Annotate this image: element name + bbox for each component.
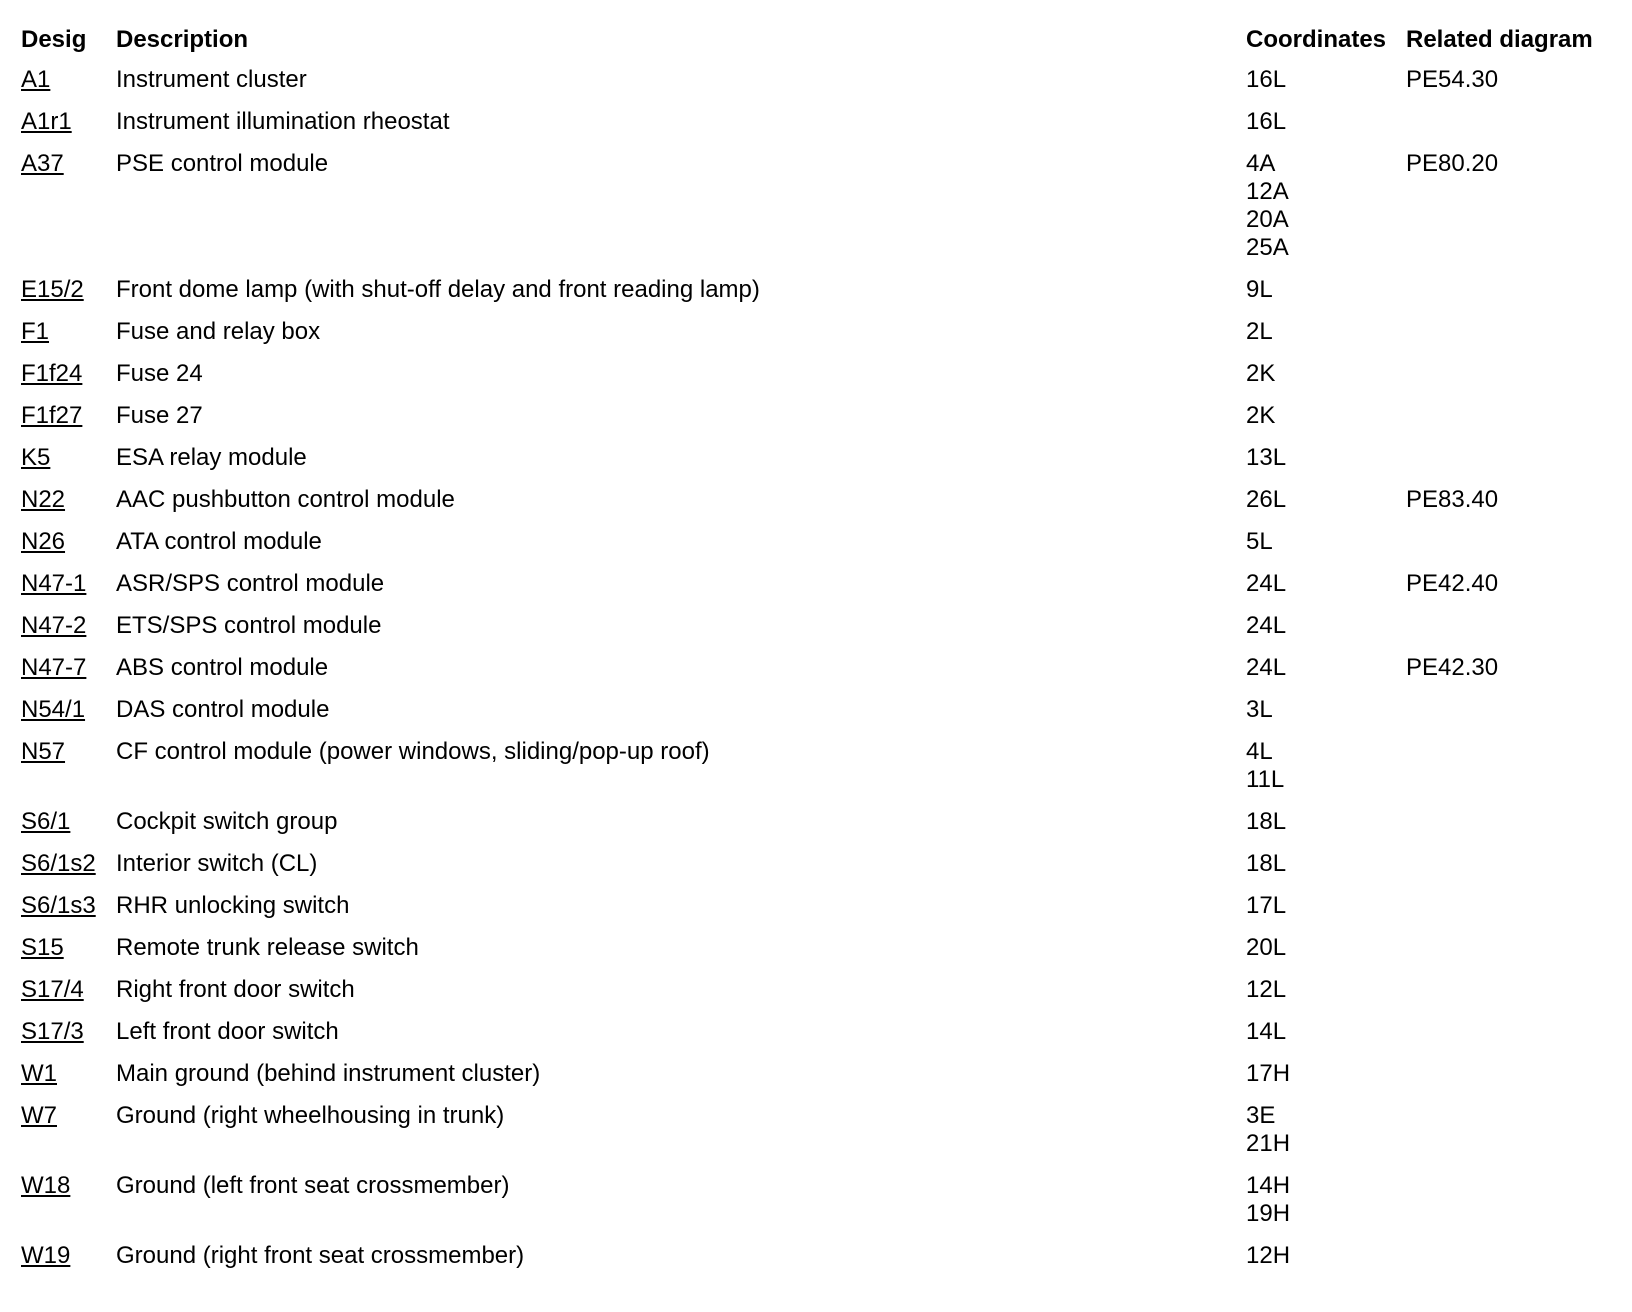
designation-link[interactable]: A1 — [21, 66, 51, 93]
header-related-diagram: Related diagram — [1406, 26, 1593, 53]
header-coordinates: Coordinates — [1246, 26, 1387, 53]
table-row — [21, 1172, 1606, 1242]
desig-cell — [21, 738, 116, 808]
designation-link[interactable]: W18 — [21, 1172, 71, 1199]
designation-link[interactable]: W1 — [21, 1060, 57, 1087]
desig-cell — [21, 528, 116, 570]
table-row — [21, 612, 1606, 654]
table-row — [21, 696, 1606, 738]
header-description: Description — [116, 26, 249, 53]
coordinates-cell — [1246, 108, 1406, 150]
desig-cell — [21, 486, 116, 528]
designation-link[interactable]: S6/1s3 — [21, 892, 96, 919]
coordinate-value: 24L — [1246, 570, 1287, 597]
related-diagram-cell: PE42.30 — [1406, 654, 1499, 681]
desig-cell — [21, 276, 116, 318]
desig-cell — [21, 976, 116, 1018]
description-cell: ASR/SPS control module — [116, 570, 385, 597]
desig-cell — [21, 318, 116, 360]
related-diagram-cell — [1406, 1060, 1606, 1102]
coordinate-value: 26L — [1246, 486, 1287, 513]
designation-link[interactable]: S15 — [21, 934, 64, 961]
related-diagram-cell — [1406, 934, 1606, 976]
description-cell: Remote trunk release switch — [116, 934, 419, 961]
description-cell: Left front door switch — [116, 1018, 339, 1045]
desig-cell — [21, 612, 116, 654]
designation-link[interactable]: N47-7 — [21, 654, 87, 681]
coordinates-cell — [1246, 1060, 1406, 1102]
coordinates-cell — [1246, 738, 1406, 808]
coordinates-cell — [1246, 318, 1406, 360]
coordinates-cell — [1246, 444, 1406, 486]
related-diagram-cell: PE83.40 — [1406, 486, 1499, 513]
coordinate-value: 2K — [1246, 402, 1276, 429]
table-body — [21, 66, 1606, 1284]
related-diagram-cell — [1406, 402, 1606, 444]
description-cell: Fuse 27 — [116, 402, 203, 429]
desig-cell — [21, 66, 116, 108]
desig-cell — [21, 654, 116, 696]
coordinates-cell — [1246, 66, 1406, 108]
desig-cell — [21, 402, 116, 444]
coordinates-cell — [1246, 850, 1406, 892]
description-cell: Fuse 24 — [116, 360, 203, 387]
coordinate-value: 16L — [1246, 66, 1287, 93]
related-diagram-cell: PE42.40 — [1406, 570, 1499, 597]
desig-cell — [21, 444, 116, 486]
table-row — [21, 108, 1606, 150]
description-cell: Interior switch (CL) — [116, 850, 318, 877]
related-diagram-cell — [1406, 612, 1606, 654]
related-diagram-cell — [1406, 276, 1606, 318]
coordinate-value: 14L — [1246, 1018, 1287, 1045]
header-desig: Desig — [21, 26, 87, 53]
coordinate-value: 19H — [1246, 1200, 1291, 1227]
table-row — [21, 934, 1606, 976]
table-header-row — [21, 26, 1606, 66]
designation-link[interactable]: S6/1s2 — [21, 850, 96, 877]
table-row — [21, 318, 1606, 360]
desig-cell — [21, 696, 116, 738]
designation-link[interactable]: S17/4 — [21, 976, 84, 1003]
description-cell: Instrument illumination rheostat — [116, 108, 450, 135]
component-legend-table — [21, 26, 1606, 1284]
designation-link[interactable]: E15/2 — [21, 276, 84, 303]
coordinate-value: 13L — [1246, 444, 1287, 471]
coordinate-value: 4A — [1246, 150, 1276, 177]
related-diagram-cell — [1406, 738, 1606, 808]
coordinate-value: 11L — [1246, 766, 1285, 793]
coordinate-value: 3L — [1246, 696, 1273, 723]
table-row — [21, 444, 1606, 486]
coordinates-cell — [1246, 976, 1406, 1018]
designation-link[interactable]: F1f24 — [21, 360, 83, 387]
table-row — [21, 738, 1606, 808]
desig-cell — [21, 570, 116, 612]
desig-cell — [21, 1018, 116, 1060]
desig-cell — [21, 892, 116, 934]
designation-link[interactable]: W7 — [21, 1102, 57, 1129]
description-cell: ABS control module — [116, 654, 329, 681]
coordinates-cell — [1246, 486, 1406, 528]
related-diagram-cell — [1406, 1172, 1606, 1242]
coordinate-value: 24L — [1246, 654, 1287, 681]
desig-cell — [21, 360, 116, 402]
table-row — [21, 528, 1606, 570]
coordinate-value: 12L — [1246, 976, 1287, 1003]
related-diagram-cell — [1406, 976, 1606, 1018]
designation-link[interactable]: A1r1 — [21, 108, 72, 135]
table-row — [21, 976, 1606, 1018]
coordinate-value: 25A — [1246, 234, 1289, 261]
coordinates-cell — [1246, 696, 1406, 738]
related-diagram-cell — [1406, 444, 1606, 486]
related-diagram-cell — [1406, 696, 1606, 738]
table-row — [21, 892, 1606, 934]
coordinate-value: 18L — [1246, 808, 1287, 835]
coordinate-value: 17H — [1246, 1060, 1291, 1087]
coordinates-cell — [1246, 808, 1406, 850]
desig-cell — [21, 1060, 116, 1102]
description-cell: ESA relay module — [116, 444, 307, 471]
related-diagram-cell — [1406, 528, 1606, 570]
designation-link[interactable]: N47-1 — [21, 570, 87, 597]
coordinate-value: 12A — [1246, 178, 1289, 205]
coordinate-value: 20A — [1246, 206, 1289, 233]
designation-link[interactable]: N26 — [21, 528, 66, 555]
designation-link[interactable]: N54/1 — [21, 696, 86, 723]
related-diagram-cell — [1406, 360, 1606, 402]
table-row — [21, 66, 1606, 108]
coordinate-value: 3E — [1246, 1102, 1276, 1129]
coordinate-value: 16L — [1246, 108, 1287, 135]
coordinates-cell — [1246, 570, 1406, 612]
related-diagram-cell — [1406, 318, 1606, 360]
related-diagram-cell — [1406, 850, 1606, 892]
table-row — [21, 850, 1606, 892]
coordinate-value: 20L — [1246, 934, 1287, 961]
description-cell: Ground (right wheelhousing in trunk) — [116, 1102, 505, 1129]
coordinates-cell — [1246, 654, 1406, 696]
table-row — [21, 1018, 1606, 1060]
coordinates-cell — [1246, 150, 1406, 276]
desig-cell — [21, 850, 116, 892]
desig-cell — [21, 934, 116, 976]
coordinate-value: 14H — [1246, 1172, 1291, 1199]
designation-link[interactable]: S17/3 — [21, 1018, 84, 1045]
table-row — [21, 150, 1606, 276]
table-row — [21, 1102, 1606, 1172]
description-cell: Ground (left front seat crossmember) — [116, 1172, 510, 1199]
coordinates-cell — [1246, 360, 1406, 402]
coordinate-value: 21H — [1246, 1130, 1291, 1157]
related-diagram-cell — [1406, 1242, 1606, 1284]
coordinates-cell — [1246, 892, 1406, 934]
table-row — [21, 360, 1606, 402]
designation-link[interactable]: N57 — [21, 738, 66, 765]
desig-cell — [21, 1172, 116, 1242]
coordinates-cell — [1246, 1172, 1406, 1242]
related-diagram-cell: PE54.30 — [1406, 66, 1499, 93]
coordinates-cell — [1246, 528, 1406, 570]
related-diagram-cell — [1406, 1102, 1606, 1172]
designation-link[interactable]: A37 — [21, 150, 64, 177]
coordinates-cell — [1246, 1018, 1406, 1060]
table-row — [21, 486, 1606, 528]
coordinates-cell — [1246, 402, 1406, 444]
table-row — [21, 402, 1606, 444]
designation-link[interactable]: N47-2 — [21, 612, 87, 639]
desig-cell — [21, 150, 116, 276]
designation-link[interactable]: S6/1 — [21, 808, 71, 835]
description-cell: ATA control module — [116, 528, 322, 555]
coordinates-cell — [1246, 612, 1406, 654]
related-diagram-cell — [1406, 1018, 1606, 1060]
table-row — [21, 570, 1606, 612]
description-cell: Ground (right front seat crossmember) — [116, 1242, 525, 1269]
description-cell: ETS/SPS control module — [116, 612, 382, 639]
description-cell: PSE control module — [116, 150, 329, 177]
related-diagram-cell — [1406, 808, 1606, 850]
table-row — [21, 1242, 1606, 1284]
coordinates-cell — [1246, 934, 1406, 976]
description-cell: AAC pushbutton control module — [116, 486, 455, 513]
related-diagram-cell — [1406, 108, 1606, 150]
coordinates-cell — [1246, 1102, 1406, 1172]
description-cell: RHR unlocking switch — [116, 892, 350, 919]
table-row — [21, 654, 1606, 696]
coordinate-value: 4L — [1246, 738, 1273, 765]
designation-link[interactable]: K5 — [21, 444, 51, 471]
coordinate-value: 18L — [1246, 850, 1287, 877]
description-cell: DAS control module — [116, 696, 330, 723]
coordinate-value: 2L — [1246, 318, 1273, 345]
description-cell: Cockpit switch group — [116, 808, 338, 835]
desig-cell — [21, 808, 116, 850]
coordinates-cell — [1246, 1242, 1406, 1284]
description-cell: Right front door switch — [116, 976, 355, 1003]
coordinate-value: 5L — [1246, 528, 1273, 555]
desig-cell — [21, 1102, 116, 1172]
coordinate-value: 9L — [1246, 276, 1273, 303]
designation-link[interactable]: W19 — [21, 1242, 71, 1269]
desig-cell — [21, 108, 116, 150]
description-cell: Front dome lamp (with shut-off delay and front reading lamp) — [116, 276, 760, 303]
designation-link[interactable]: F1 — [21, 318, 50, 345]
related-diagram-cell: PE80.20 — [1406, 150, 1499, 177]
coordinates-cell — [1246, 276, 1406, 318]
designation-link[interactable]: N22 — [21, 486, 66, 513]
description-cell: CF control module (power windows, sliding/pop-up roof) — [116, 738, 710, 765]
desig-cell — [21, 1242, 116, 1284]
description-cell: Instrument cluster — [116, 66, 307, 93]
related-diagram-cell — [1406, 892, 1606, 934]
description-cell: Main ground (behind instrument cluster) — [116, 1060, 541, 1087]
coordinate-value: 17L — [1246, 892, 1287, 919]
table-row — [21, 1060, 1606, 1102]
coordinate-value: 24L — [1246, 612, 1287, 639]
coordinate-value: 12H — [1246, 1242, 1291, 1269]
table-row — [21, 276, 1606, 318]
coordinate-value: 2K — [1246, 360, 1276, 387]
description-cell: Fuse and relay box — [116, 318, 321, 345]
designation-link[interactable]: F1f27 — [21, 402, 83, 429]
table-row — [21, 808, 1606, 850]
